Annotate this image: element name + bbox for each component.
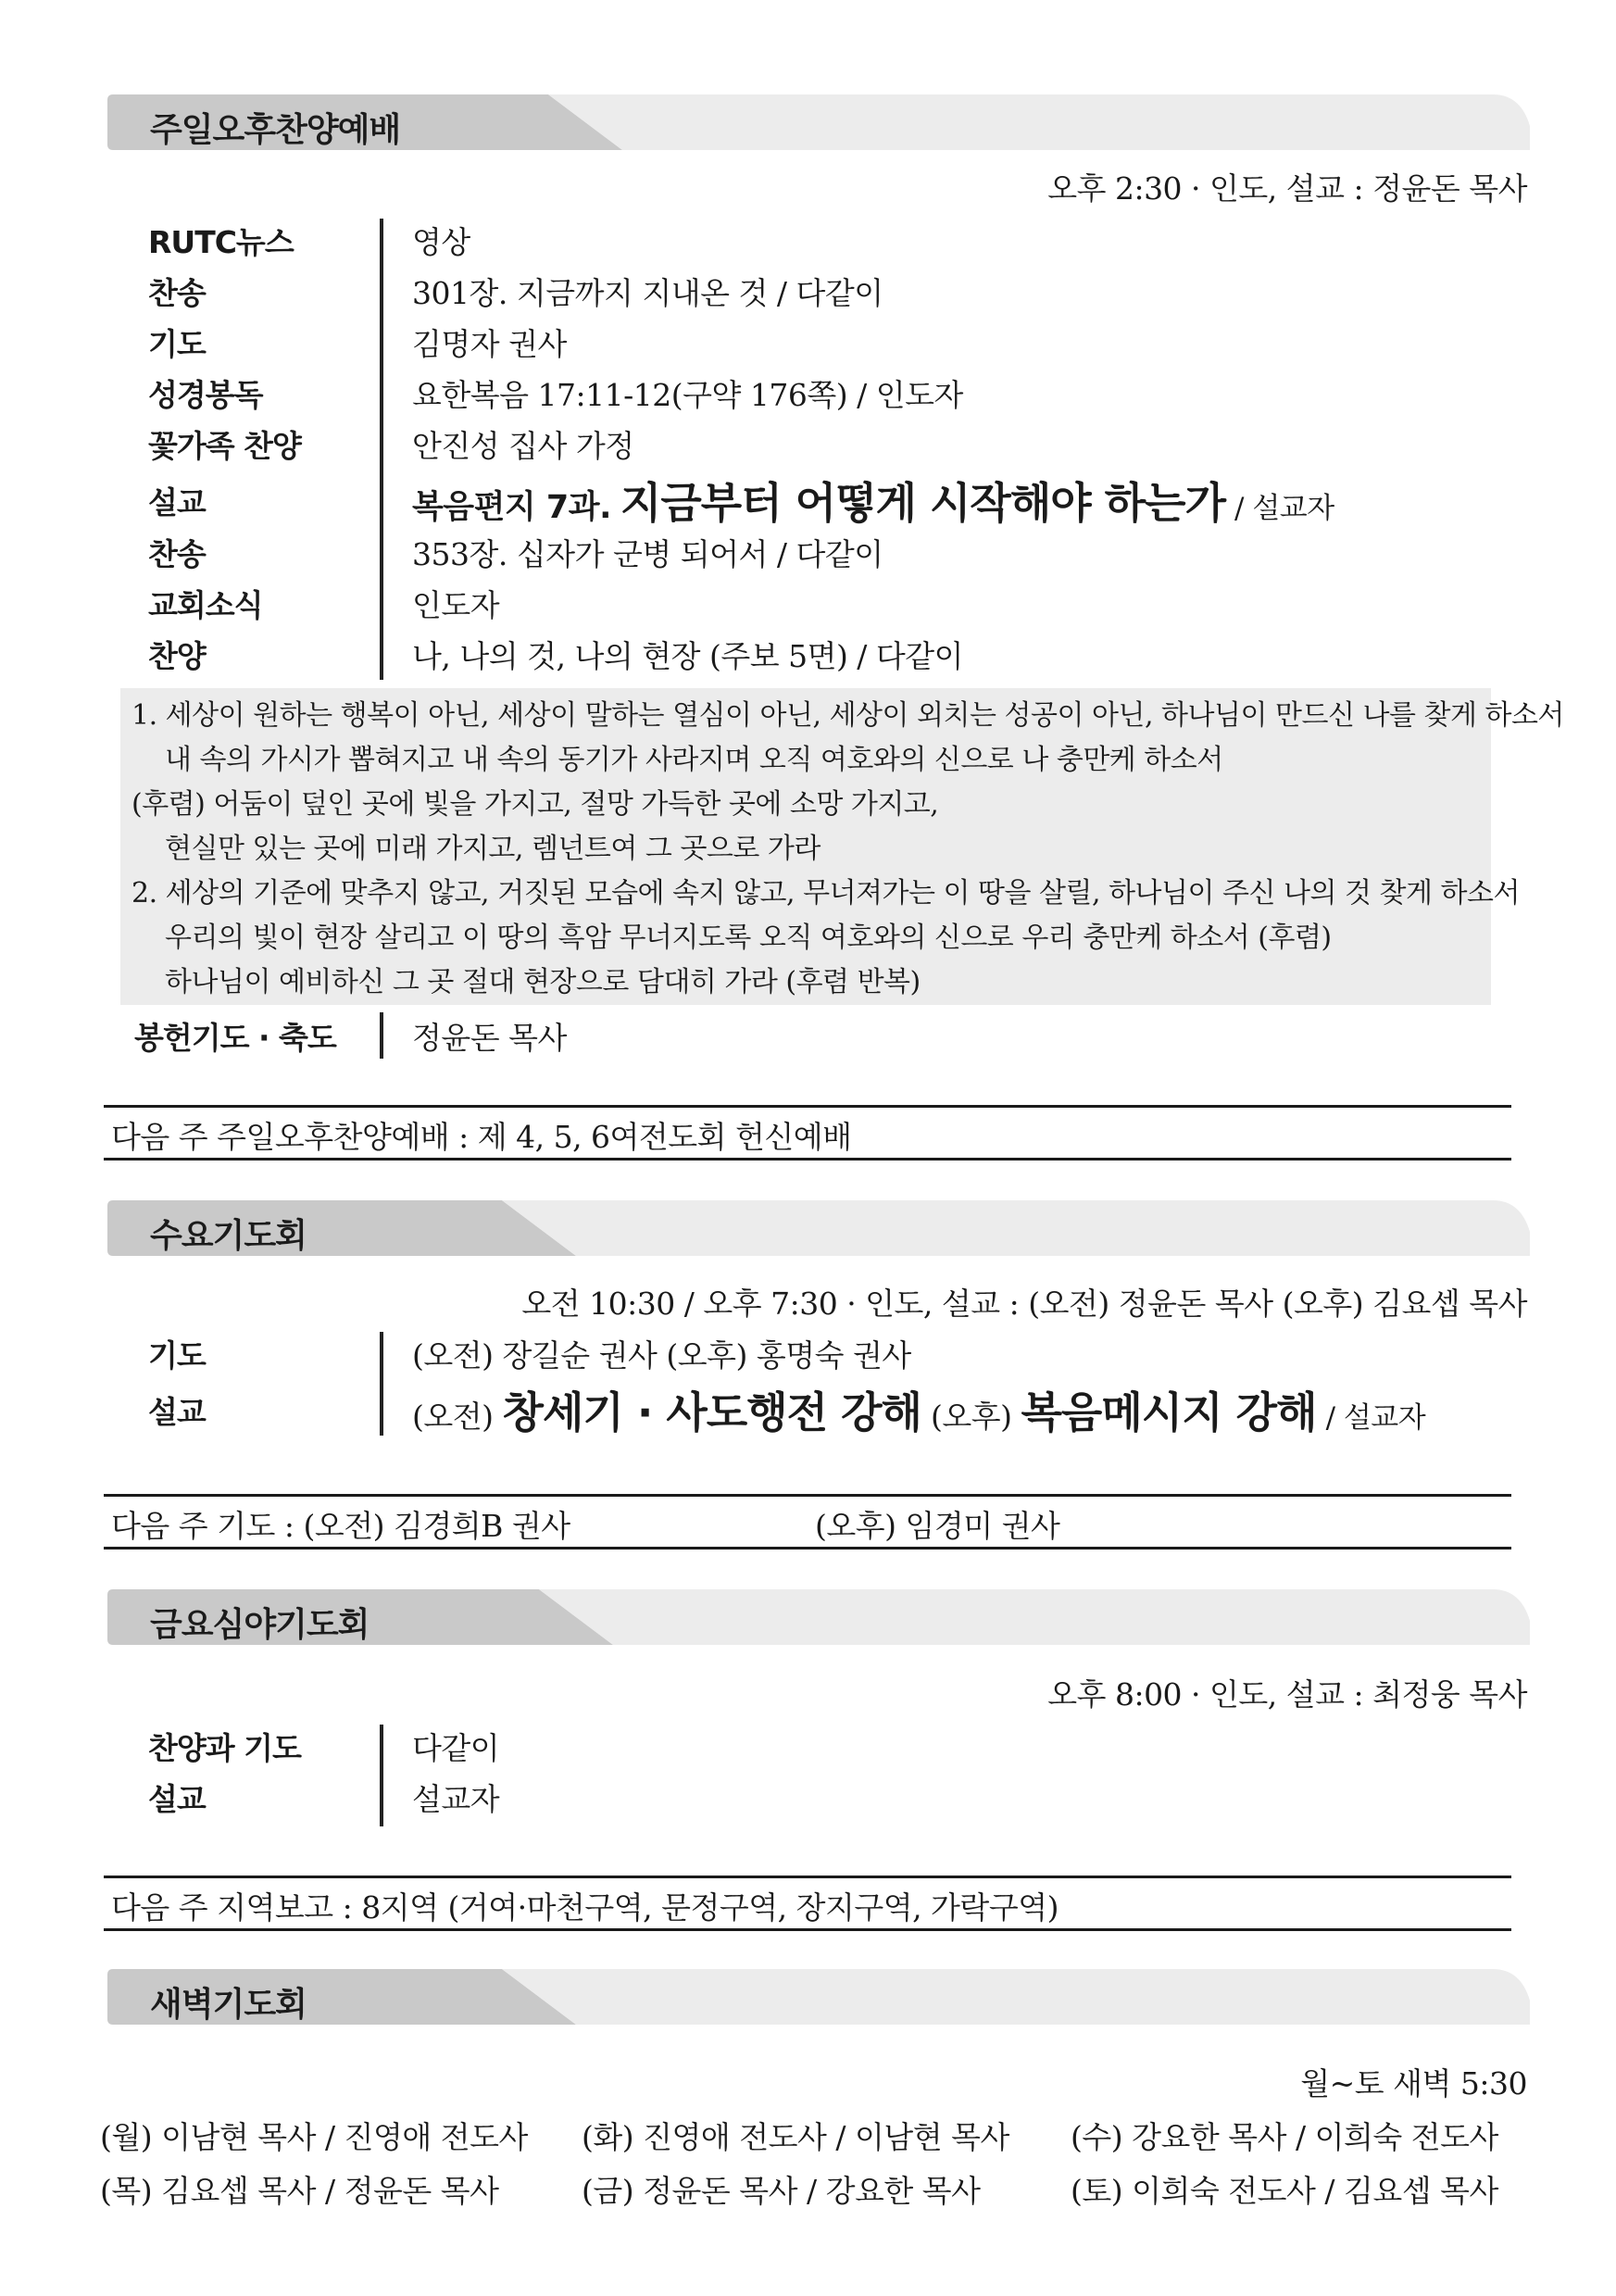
order-row xyxy=(148,1770,1445,1821)
sermon-value xyxy=(412,470,1334,531)
notice-text: 다음 주 지역보고 : 8지역 (거여·마천구역, 문정구역, 장지구역, 가락구역) xyxy=(111,1889,1059,1926)
friday-next-week xyxy=(104,1876,1511,1931)
section-tab-shape xyxy=(104,1964,1530,2030)
section-title: 주일오후찬양예배 xyxy=(150,111,401,149)
section-tab-shape xyxy=(104,1195,1530,1261)
lyrics-line: 현실만 있는 곳에 미래 가지고, 렘넌트여 그 곳으로 가라 xyxy=(165,833,821,865)
sunday-section-header xyxy=(104,89,1530,156)
lyrics-box xyxy=(120,688,1564,1005)
order-row xyxy=(148,417,1445,468)
order-label: 교회소식 xyxy=(148,587,263,623)
order-label: 꽃가족 찬양 xyxy=(148,428,301,464)
lyrics-line: 1. 세상이 원하는 행복이 아닌, 세상이 말하는 열심이 아닌, 세상이 외치는 성공이 아닌, 하나님이 만드신 나를 찾게 하소서 xyxy=(132,699,1564,732)
lyrics-line: 하나님이 예비하신 그 곳 절대 현장으로 담대히 가라 (후렴 반복) xyxy=(165,966,921,998)
sermon-suffix: / 설교자 xyxy=(1234,492,1334,525)
lyrics-line: 2. 세상의 기준에 맞추지 않고, 거짓된 모습에 속지 않고, 무너져가는 이 땅을 살릴, 하나님이 주신 나의 것 찾게 하소서 xyxy=(132,877,1520,910)
order-value: (오전) 장길순 권사 (오후) 홍명숙 권사 xyxy=(412,1337,911,1374)
order-value: 인도자 xyxy=(412,587,500,623)
order-row xyxy=(148,315,1445,366)
order-row xyxy=(134,1005,1445,1056)
sermon-am-tag: (오전) xyxy=(412,1399,494,1435)
order-label: RUTC뉴스 xyxy=(148,224,294,260)
order-value: 나, 나의 것, 나의 현장 (주보 5면) / 다같이 xyxy=(412,638,964,674)
offering-label: 봉헌기도 · 축도 xyxy=(134,1020,336,1056)
lyrics-line: 우리의 빛이 현장 살리고 이 땅의 흑암 무너지도록 오직 여호와의 신으로 우리 충만케 하소서 (후렴) xyxy=(165,922,1332,954)
dawn-schedule-item: (금) 정윤돈 목사 / 강요한 목사 xyxy=(582,2173,981,2209)
order-value: 김명자 권사 xyxy=(412,326,567,362)
section-title: 금요심야기도회 xyxy=(150,1606,370,1644)
lyrics-line: 내 속의 가시가 뽑혀지고 내 속의 동기가 사라지며 오직 여호와의 신으로 나 충만케 하소서 xyxy=(165,744,1223,776)
notice-text-left: 다음 주 기도 : (오전) 김경희B 권사 xyxy=(111,1508,570,1544)
order-label: 찬송 xyxy=(148,536,206,572)
notice-text-right: (오후) 임경미 권사 xyxy=(815,1508,1060,1544)
sunday-next-week xyxy=(104,1105,1511,1161)
friday-order xyxy=(148,1719,1445,1821)
order-label: 설교 xyxy=(148,484,206,521)
offering-value: 정윤돈 목사 xyxy=(412,1020,567,1056)
order-label: 설교 xyxy=(148,1781,206,1817)
dawn-schedule-item: (토) 이희숙 전도사 / 김요셉 목사 xyxy=(1071,2173,1498,2209)
sermon-pm-tag: (오후) xyxy=(930,1399,1012,1435)
order-row xyxy=(148,627,1445,678)
sermon-title: 지금부터 어떻게 시작해야 하는가 xyxy=(620,478,1226,528)
order-label: 찬송 xyxy=(148,275,206,311)
order-label: 성경봉독 xyxy=(148,377,263,413)
friday-section-header xyxy=(104,1584,1530,1650)
order-value: 영상 xyxy=(412,224,470,260)
section-title: 수요기도회 xyxy=(150,1217,307,1255)
dawn-schedule-item: (월) 이남현 목사 / 진영애 전도사 xyxy=(100,2119,528,2155)
order-row xyxy=(148,366,1445,417)
order-row xyxy=(148,1326,1445,1377)
friday-info: 오후 8:00 · 인도, 설교 : 최정웅 목사 xyxy=(1047,1676,1527,1713)
dawn-section-header xyxy=(104,1964,1530,2030)
lyrics-line: (후렴) 어둠이 덮인 곳에 빛을 가지고, 절망 가득한 곳에 소망 가지고, xyxy=(132,788,939,821)
wednesday-next-week xyxy=(104,1494,1511,1549)
sunday-order xyxy=(148,213,1445,678)
sermon-pm-title: 복음메시지 강해 xyxy=(1021,1387,1317,1437)
dawn-schedule-item: (수) 강요한 목사 / 이희숙 전도사 xyxy=(1071,2119,1498,2155)
wednesday-section-header xyxy=(104,1195,1530,1261)
order-label: 기도 xyxy=(148,1337,206,1374)
notice-text: 다음 주 주일오후찬양예배 : 제 4, 5, 6여전도회 헌신예배 xyxy=(111,1119,852,1155)
sermon-am-title: 창세기 · 사도행전 강해 xyxy=(502,1387,921,1437)
order-row xyxy=(148,1719,1445,1770)
section-title: 새벽기도회 xyxy=(150,1986,307,2024)
order-row xyxy=(148,576,1445,627)
order-value: 설교자 xyxy=(412,1781,500,1817)
order-label: 찬양과 기도 xyxy=(148,1730,301,1766)
order-row-sermon xyxy=(148,1377,1445,1435)
order-label: 기도 xyxy=(148,326,206,362)
order-row xyxy=(148,525,1445,576)
order-value: 301장. 지금까지 지내온 것 / 다같이 xyxy=(412,275,883,311)
order-value: 다같이 xyxy=(412,1730,500,1766)
sermon-prefix: 복음편지 7과. xyxy=(412,489,611,526)
dawn-schedule-item: (화) 진영애 전도사 / 이남현 목사 xyxy=(582,2119,1009,2155)
dawn-info: 월~토 새벽 5:30 xyxy=(1300,2065,1527,2102)
order-label: 설교 xyxy=(148,1394,206,1430)
sermon-value xyxy=(412,1379,1425,1440)
order-label: 찬양 xyxy=(148,638,206,674)
sermon-suffix: / 설교자 xyxy=(1325,1401,1426,1435)
order-value: 353장. 십자가 군병 되어서 / 다같이 xyxy=(412,536,883,572)
order-row xyxy=(148,213,1445,264)
offering-row xyxy=(134,1005,1445,1056)
sunday-info: 오후 2:30 · 인도, 설교 : 정윤돈 목사 xyxy=(1047,170,1527,207)
order-value: 요한복음 17:11-12(구약 176쪽) / 인도자 xyxy=(412,377,963,413)
order-row-sermon xyxy=(148,468,1445,528)
dawn-schedule-item: (목) 김요셉 목사 / 정윤돈 목사 xyxy=(100,2173,499,2209)
order-row xyxy=(148,264,1445,315)
order-value: 안진성 집사 가정 xyxy=(412,428,634,464)
wednesday-order xyxy=(148,1326,1445,1435)
wednesday-info: 오전 10:30 / 오후 7:30 · 인도, 설교 : (오전) 정윤돈 목사 (오후) 김요셉 목사 xyxy=(521,1286,1527,1322)
